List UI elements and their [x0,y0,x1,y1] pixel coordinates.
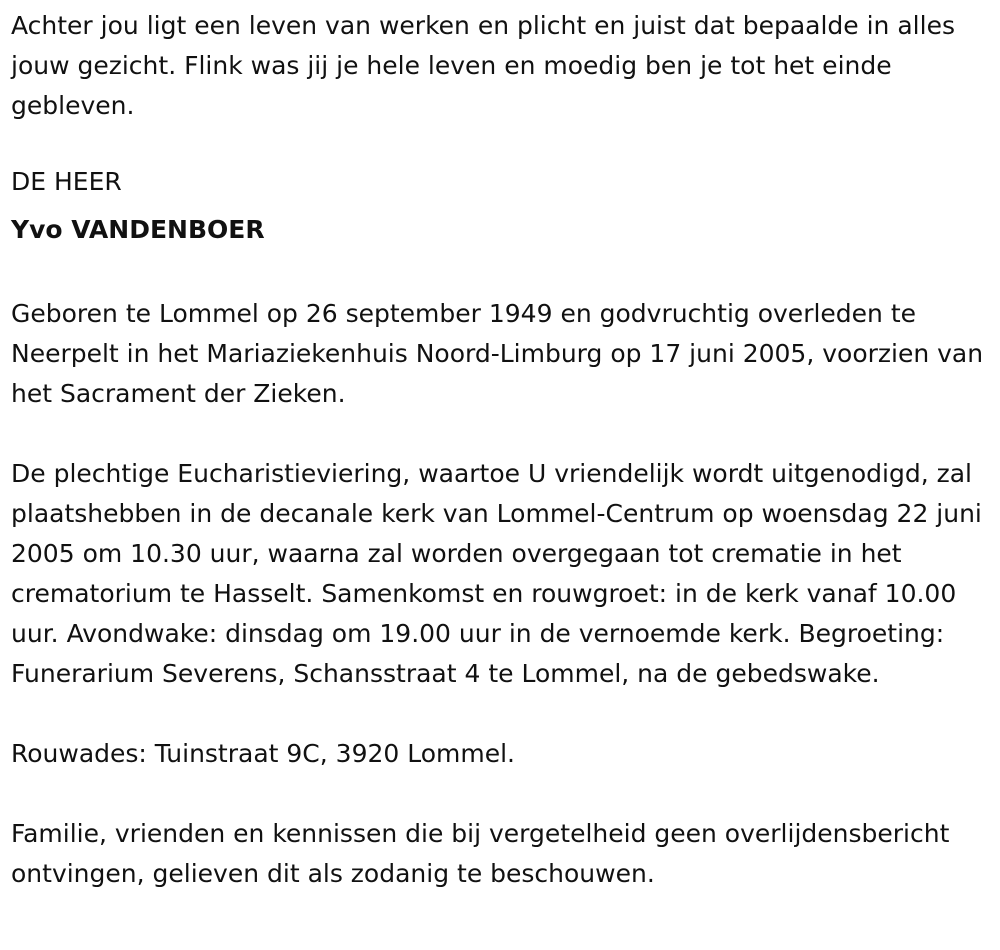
birth-death-paragraph: Geboren te Lommel op 26 september 1949 en godvruchtig overleden te Neerpelt in het Mariaziekenhuis Noord-Limburg op 17 juni 2005, voorzien van het Sacrament der Zieken. [11,299,984,408]
honorific-title: DE HEER [11,167,122,196]
death-notice [11,6,996,894]
spacer [11,126,996,158]
spacer [11,774,996,814]
mourning-address: Rouwades: Tuinstraat 9C, 3920 Lommel. [11,739,515,768]
spacer [11,254,996,294]
ceremony-paragraph: De plechtige Eucharistieviering, waartoe U vriendelijk wordt uitgenodigd, zal plaatshebben in de decanale kerk van Lommel-Centrum op woensdag 22 juni 2005 om 10.30 uur, waarna zal worden overgegaan tot crematie in het crematorium te Hasselt. Samenkomst en rouwgroet: in de kerk vanaf 10.00 uur. Avondwake: dinsdag om 19.00 uur in de vernoemde kerk. Begroeting: Funerarium Severens, Schansstraat 4 te Lommel, na de gebedswake. [11,459,982,688]
deceased-name: Yvo VANDENBOER [11,215,265,244]
spacer [11,694,996,734]
intro-verse: Achter jou ligt een leven van werken en plicht en juist dat bepaalde in alles jouw gezicht. Flink was jij je hele leven en moedig ben je tot het einde gebleven. [11,11,955,120]
spacer [11,414,996,454]
closing-paragraph: Familie, vrienden en kennissen die bij vergetelheid geen overlijdensbericht ontvingen, gelieven dit als zodanig te beschouwen. [11,819,950,888]
